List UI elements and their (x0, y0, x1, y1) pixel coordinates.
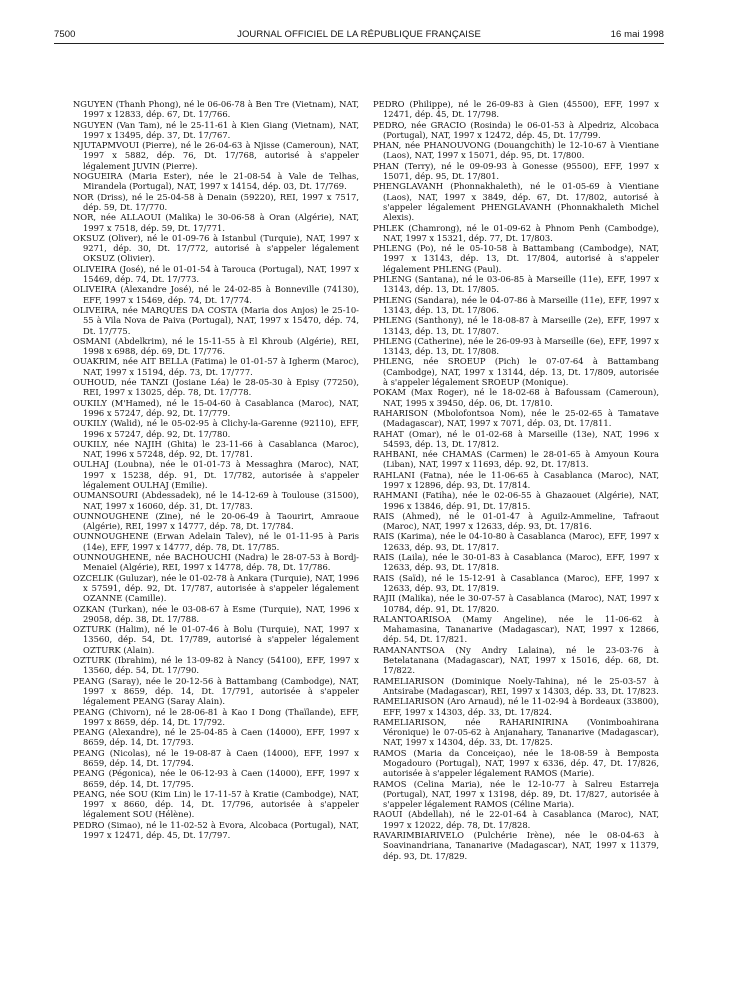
decree-entry: OKSUZ (Oliver), né le 01-09-76 à Istanbul (Turquie), NAT, 1997 x 9271, dép. 30, Dt. 17/772, autorisé à s'appeler légalement OKSUZ (Olivier). (73, 232, 359, 264)
decree-entry: OUNNOUGHENE, née BACHOUCHI (Nadra) le 28-07-53 à Bordj-Menaiel (Algérie), REI, 1997 x 14778, dép. 78, Dt. 17/786. (73, 552, 359, 573)
decree-entry: PHAN (Terry), né le 09-09-93 à Gonesse (95500), EFF, 1997 x 15071, dép. 95, Dt. 17/801. (373, 160, 659, 182)
decree-entry: RAMOS (Celina Maria), née le 12-10-77 à Salreu Estarreja (Portugal), NAT, 1997 x 13198, dép. 89, Dt. 17/827, autorisée à s'appeler légalement RAMOS (Céline Maria). (373, 778, 659, 810)
decree-entry: POKAM (Max Roger), né le 18-02-68 à Bafoussam (Cameroun), NAT, 1995 x 39450, dép. 06, Dt. 17/810. (373, 387, 659, 408)
decree-entry: PHLENG (Santana), né le 03-06-85 à Marseille (11e), EFF, 1997 x 13143, dép. 13, Dt. 17/805. (373, 274, 659, 295)
decree-entry: PEANG (Pégonica), née le 06-12-93 à Caen (14000), EFF, 1997 x 8659, dép. 14, Dt. 17/795. (73, 768, 359, 789)
decree-entry: OZKAN (Turkan), née le 03-08-67 à Esme (Turquie), NAT, 1996 x 29058, dép. 38, Dt. 17/788. (73, 603, 359, 624)
decree-entry: PHLENG, née SROEUP (Pich) le 07-07-64 à Battambang (Cambodge), NAT, 1997 x 13144, dép. 13, Dt. 17/809, autorisée à s'appeler légalement SROEUP (Monique). (373, 356, 659, 388)
decree-entry: PHLENG (Santhony), né le 18-08-87 à Marseille (2e), EFF, 1997 x 13143, dép. 13, Dt. 17/807. (373, 315, 659, 336)
decree-entry: PHLENG (Catherine), née le 26-09-93 à Marseille (6e), EFF, 1997 x 13143, dép. 13, Dt. 17/808. (373, 335, 659, 357)
decree-entry: RAMELIARISON (Dominique Noely-Tahina), né le 25-03-57 à Antsirabe (Madagascar), REI, 1997 x 14303, dép. 33, Dt. 17/823. (373, 675, 659, 696)
decree-entry: PEANG, née SOU (Kim Lin) le 17-11-57 à Kratie (Cambodge), NAT, 1997 x 8660, dép. 14, Dt. 17/796, autorisée à s'appeler légalement SOU (Hélène). (73, 788, 359, 820)
decree-entry: RAMELIARISON, née RAHARINIRINA (Vonimboahirana Véronique) le 07-05-62 à Anjanahary, Tananarive (Madagascar), NAT, 1997 x 14304, dép. 33, Dt. 17/825. (373, 716, 659, 748)
decree-entry: OZTURK (Ibrahim), né le 13-09-82 à Nancy (54100), EFF, 1997 x 13560, dép. 54, Dt. 17/790. (73, 655, 359, 676)
decree-entry: PEDRO (Simao), né le 11-02-52 à Evora, Alcobaca (Portugal), NAT, 1997 x 12471, dép. 45, Dt. 17/797. (73, 819, 359, 841)
decree-entry: OLIVEIRA, née MARQUES DA COSTA (Maria dos Anjos) le 25-10-55 à Vila Nova de Paiva (Portugal), NAT, 1997 x 15470, dép. 74, Dt. 17/775. (73, 304, 359, 336)
page-header (54, 29, 664, 43)
decree-entry: PEDRO, née GRACIO (Rosinda) le 06-01-53 à Alpedriz, Alcobaca (Portugal), NAT, 1997 x 12472, dép. 45, Dt. 17/799. (373, 119, 659, 140)
decree-entry: PHLENG (Sandara), née le 04-07-86 à Marseille (11e), EFF, 1997 x 13143, dép. 13, Dt. 17/806. (373, 294, 659, 315)
decree-entry: PHENGLAVANH (Phonnakhaleth), né le 01-05-69 à Vientiane (Laos), NAT, 1997 x 3849, dép. 67, Dt. 17/802, autorisé à s'appeler légalement PHENGLAVANH (Phonnakhaleth Michel Alexis). (373, 181, 659, 223)
decree-entry: OUMANSOURI (Abdessadek), né le 14-12-69 à Toulouse (31500), NAT, 1997 x 16060, dép. 31, Dt. 17/783. (73, 490, 359, 511)
decree-entry: RAVARIMBIARIVELO (Pulchérie Irène), née le 08-04-63 à Soavinandriana, Tananarive (Madagascar), NAT, 1997 x 11379, dép. 93, Dt. 17/829. (373, 830, 659, 861)
decree-entry: OUNNOUGHENE (Zine), né le 20-06-49 à Taourirt, Amraoue (Algérie), REI, 1997 x 14777, dép. 78, Dt. 17/784. (73, 510, 359, 532)
decree-entry: RAJII (Malika), née le 30-07-57 à Casablanca (Maroc), NAT, 1997 x 10784, dép. 91, Dt. 17/820. (373, 593, 659, 614)
decree-entry: PHLEK (Chamrong), né le 01-09-62 à Phnom Penh (Cambodge), NAT, 1997 x 15321, dép. 77, Dt. 17/803. (373, 222, 659, 243)
journal-title: JOURNAL OFFICIEL DE LA RÉPUBLIQUE FRANÇAISE (237, 29, 481, 40)
decree-entry: OLIVEIRA (Alexandre José), né le 24-02-85 à Bonneville (74130), EFF, 1997 x 15469, dép. 74, Dt. 17/774. (73, 284, 359, 305)
decree-entry: RAMELIARISON (Aro Arnaud), né le 11-02-94 à Bordeaux (33800), EFF, 1997 x 14303, dép. 33, Dt. 17/824. (373, 696, 659, 717)
right-column (373, 99, 659, 861)
issue-date: 16 mai 1998 (610, 29, 664, 40)
decree-entry: NOR, née ALLAOUI (Malika) le 30-06-58 à Oran (Algérie), NAT, 1997 x 7518, dép. 59, Dt. 17/771. (73, 212, 359, 233)
decree-entry: OUNNOUGHENE (Erwan Adelain Talev), né le 01-11-95 à Paris (14e), EFF, 1997 x 14777, dép. 78, Dt. 17/785. (73, 531, 359, 552)
decree-entry: NOGUEIRA (Maria Ester), née le 21-08-54 à Vale de Telhas, Mirandela (Portugal), NAT, 1997 x 14154, dép. 03, Dt. 17/769. (73, 171, 359, 192)
decree-entry: NOR (Driss), né le 25-04-58 à Denain (59220), REI, 1997 x 7517, dép. 59, Dt. 17/770. (73, 191, 359, 212)
decree-entry: PEANG (Saray), née le 20-12-56 à Battambang (Cambodge), NAT, 1997 x 8659, dép. 14, Dt. 17/791, autorisée à s'appeler légalement PEANG (Saray Alain). (73, 675, 359, 707)
decree-entry: RALANTOARISOA (Mamy Angeline), née le 11-06-62 à Mahamasina, Tananarive (Madagascar), NAT, 1997 x 12866, dép. 54, Dt. 17/821. (373, 613, 659, 645)
decree-entry: OUKILY, née NAJIH (Ghita) le 23-11-66 à Casablanca (Maroc), NAT, 1996 x 57248, dép. 92, Dt. 17/781. (73, 438, 359, 460)
decree-entry: RAHLANI (Fatna), née le 11-06-65 à Casablanca (Maroc), NAT, 1997 x 12896, dép. 93, Dt. 17/814. (373, 469, 659, 490)
decree-entry: RAIS (Saïd), né le 15-12-91 à Casablanca (Maroc), EFF, 1997 x 12633, dép. 93, Dt. 17/819. (373, 572, 659, 593)
decree-entry: OUAKRIM, née AIT BELLA (Fatima) le 01-01-57 à Igherm (Maroc), NAT, 1997 x 15194, dép. 73, Dt. 17/777. (73, 356, 359, 377)
decree-entry: PHLENG (Po), né le 05-10-58 à Battambang (Cambodge), NAT, 1997 x 13143, dép. 13, Dt. 17/804, autorisé à s'appeler légalement PHLENG (Paul). (373, 243, 659, 274)
decree-entry: RAIS (Karima), née le 04-10-80 à Casablanca (Maroc), EFF, 1997 x 12633, dép. 93, Dt. 17/817. (373, 531, 659, 552)
decree-entry: PEANG (Alexandre), né le 25-04-85 à Caen (14000), EFF, 1997 x 8659, dép. 14, Dt. 17/793. (73, 727, 359, 748)
decree-entry: NJUTAPMVOUI (Pierre), né le 26-04-63 à Njisse (Cameroun), NAT, 1997 x 5882, dép. 76, Dt. 17/768, autorisé à s'appeler légalement JUVIN (Pierre). (73, 140, 359, 171)
decree-entry: OUKILY (Walid), né le 05-02-95 à Clichy-la-Garenne (92110), EFF, 1996 x 57247, dép. 92, Dt. 17/780. (73, 418, 359, 439)
decree-entry: RAHBANI, née CHAMAS (Carmen) le 28-01-65 à Amyoun Koura (Liban), NAT, 1997 x 11693, dép. 92, Dt. 17/813. (373, 449, 659, 470)
decree-entry: PEANG (Nicolas), né le 19-08-87 à Caen (14000), EFF, 1997 x 8659, dép. 14, Dt. 17/794. (73, 747, 359, 768)
decree-entry: OZCELIK (Guluzar), née le 01-02-78 à Ankara (Turquie), NAT, 1996 x 57591, dép. 92, Dt. 17/787, autorisée à s'appeler légalement OZANNE (Camille). (73, 572, 359, 604)
left-column (73, 99, 359, 840)
decree-entry: OLIVEIRA (José), né le 01-01-54 à Tarouca (Portugal), NAT, 1997 x 15469, dép. 74, Dt. 17/773. (73, 263, 359, 285)
decree-entry: RAIS (Ahmed), né le 01-01-47 à Aguilz-Ammeline, Tafraout (Maroc), NAT, 1997 x 12633, dép. 93, Dt. 17/816. (373, 510, 659, 532)
decree-entry: RAIS (Laila), née le 30-01-83 à Casablanca (Maroc), EFF, 1997 x 12633, dép. 93, Dt. 17/818. (373, 552, 659, 573)
header-rule (54, 43, 664, 44)
page-number: 7500 (54, 29, 76, 40)
decree-entry: RAOUI (Abdellah), né le 22-01-64 à Casablanca (Maroc), NAT, 1997 x 12022, dép. 78, Dt. 17/828. (373, 809, 659, 830)
decree-entry: PEDRO (Philippe), né le 26-09-83 à Gien (45500), EFF, 1997 x 12471, dép. 45, Dt. 17/798. (373, 99, 659, 120)
decree-entry: OULHAJ (Loubna), née le 01-01-73 à Messaghra (Maroc), NAT, 1997 x 15238, dép. 91, Dt. 17/782, autorisée à s'appeler légalement OULHAJ (Emilie). (73, 459, 359, 490)
decree-entry: RAHARISON (Mbolofontsoa Nom), née le 25-02-65 à Tamatave (Madagascar), NAT, 1997 x 7071, dép. 03, Dt. 17/811. (373, 407, 659, 429)
decree-entry: RAHAT (Omar), né le 01-02-68 à Marseille (13e), NAT, 1996 x 54593, dép. 13, Dt. 17/812. (373, 428, 659, 449)
decree-entry: OUKILY (M'Hamed), né le 15-04-60 à Casablanca (Maroc), NAT, 1996 x 57247, dép. 92, Dt. 17/779. (73, 397, 359, 418)
decree-entry: OUHOUD, née TANZI (Josiane Léa) le 28-05-30 à Episy (77250), REI, 1997 x 13025, dép. 78, Dt. 17/778. (73, 377, 359, 398)
decree-entry: OSMANI (Abdelkrim), né le 15-11-55 à El Khroub (Algérie), REI, 1998 x 6988, dép. 69, Dt. 17/776. (73, 335, 359, 357)
decree-entry: RAHMANI (Fatiha), née le 02-06-55 à Ghazaouet (Algérie), NAT, 1996 x 13846, dép. 91, Dt. 17/815. (373, 490, 659, 511)
decree-entry: RAMANANTSOA (Ny Andry Lalaina), né le 23-03-76 à Betelatanana (Madagascar), NAT, 1997 x 15016, dép. 68, Dt. 17/822. (373, 644, 659, 676)
decree-entry: NGUYEN (Thanh Phong), né le 06-06-78 à Ben Tre (Vietnam), NAT, 1997 x 12833, dép. 67, Dt. 17/766. (73, 99, 359, 120)
decree-entry: RAMOS (Maria da Conceiçao), née le 18-08-59 à Bemposta Mogadouro (Portugal), NAT, 1997 x 6336, dép. 47, Dt. 17/826, autorisée à s'appeler légalement RAMOS (Marie). (373, 747, 659, 779)
decree-entry: PEANG (Chivorn), né le 28-06-81 à Kao I Dong (Thaïlande), EFF, 1997 x 8659, dép. 14, Dt. 17/792. (73, 706, 359, 727)
decree-entry: NGUYEN (Van Tam), né le 25-11-61 à Kien Giang (Vietnam), NAT, 1997 x 13495, dép. 37, Dt. 17/767. (73, 119, 359, 140)
decree-entry: PHAN, née PHANOUVONG (Douangchith) le 12-10-67 à Vientiane (Laos), NAT, 1997 x 15071, dép. 95, Dt. 17/800. (373, 140, 659, 161)
decree-entry: OZTURK (Halim), né le 01-07-46 à Bolu (Turquie), NAT, 1997 x 13560, dép. 54, Dt. 17/789, autorisé à s'appeler légalement OZTURK (Alain). (73, 624, 359, 655)
